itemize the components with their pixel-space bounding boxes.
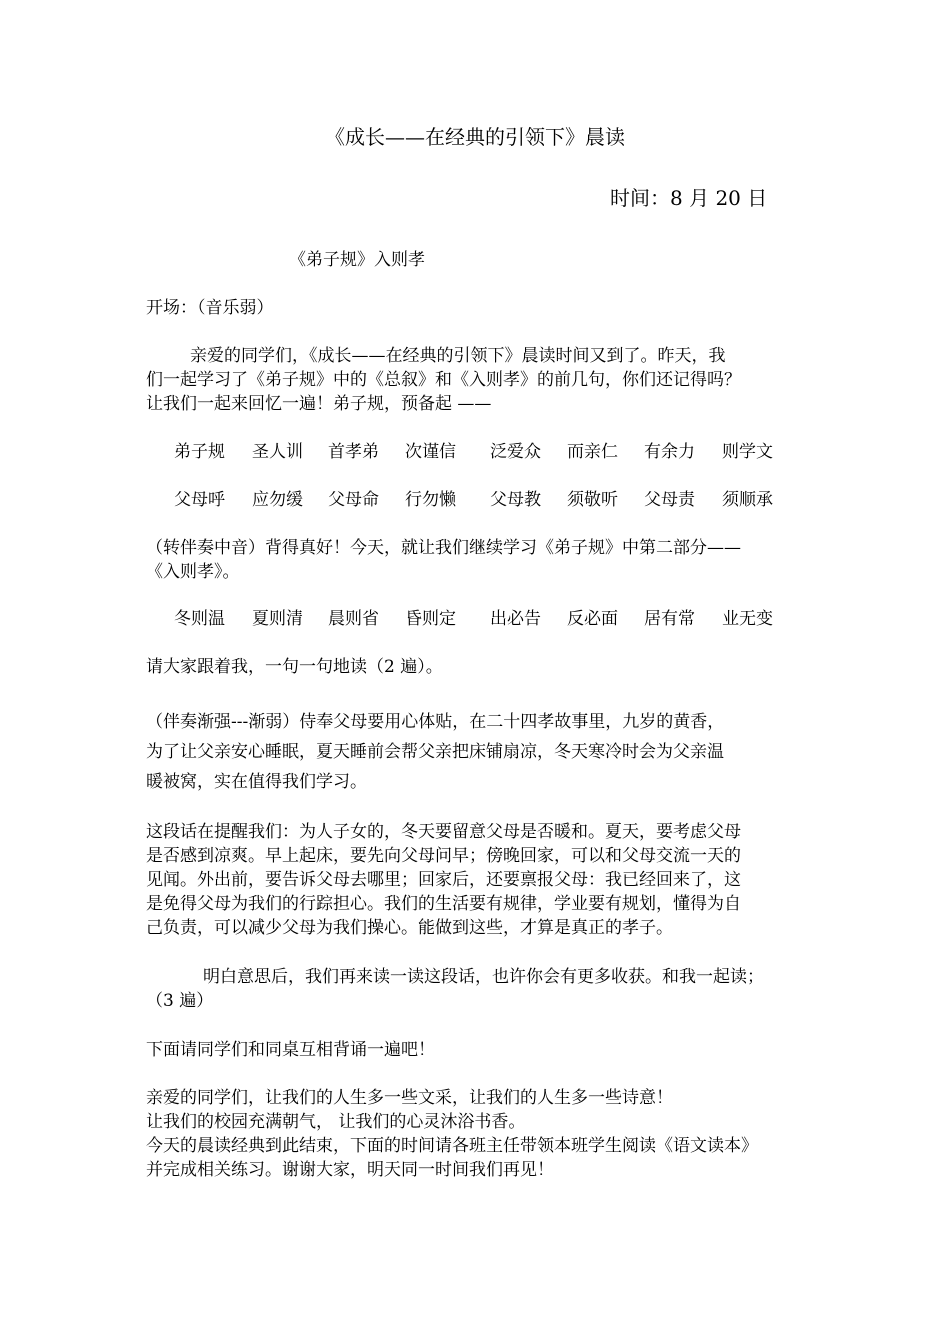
verse-phrase: 昏则定 (405, 609, 456, 629)
closing-line-4: 并完成相关练习。谢谢大家，明天同一时间我们再见！ (146, 1160, 554, 1180)
transition-line-2: 《入则孝》。 (146, 562, 240, 582)
verse-phrase: 晨则省 (328, 609, 379, 629)
verse-phrase: 圣人训 (252, 442, 303, 462)
verse-phrase: 首孝弟 (328, 442, 379, 462)
opening-cue: 开场：（音乐弱） (146, 298, 274, 318)
verse-phrase: 则学文 (722, 442, 773, 462)
explain-line-2: 是否感到凉爽。早上起床，要先向父母问早；傍晚回家，可以和父母交流一天的 (146, 846, 741, 866)
closing-line-3: 今天的晨读经典到此结束，下面的时间请各班主任带领本班学生阅读《语文读本》 (146, 1136, 758, 1156)
recite-instruction: 下面请同学们和同桌互相背诵一遍吧！ (146, 1040, 435, 1060)
verse-phrase: 居有常 (644, 609, 695, 629)
intro-line-3: 让我们一起来回忆一遍！弟子规，预备起 —— (146, 394, 492, 414)
story-line-1: （伴奏渐强---渐弱）侍奉父母要用心体贴，在二十四孝故事里，九岁的黄香， (146, 712, 725, 732)
verse-phrase: 父母责 (644, 490, 695, 510)
closing-line-1: 亲爱的同学们，让我们的人生多一些文采，让我们的人生多一些诗意！ (146, 1088, 673, 1108)
verse-phrase: 父母呼 (174, 490, 225, 510)
verse-phrase: 父母命 (328, 490, 379, 510)
explain-line-4: 是免得父母为我们的行踪担心。我们的生活要有规律，学业要有规划，懂得为自 (146, 894, 741, 914)
verse-phrase: 次谨信 (405, 442, 456, 462)
reread-line-2: （3 遍） (146, 991, 214, 1011)
verse-phrase: 父母教 (490, 490, 541, 510)
follow-instruction: 请大家跟着我，一句一句地读（2 遍）。 (146, 657, 443, 677)
verse-phrase: 出必告 (490, 609, 541, 629)
explain-line-1: 这段话在提醒我们：为人子女的，冬天要留意父母是否暖和。夏天，要考虑父母 (146, 822, 741, 842)
intro-line-2: 们一起学习了《弟子规》中的《总叙》和《入则孝》的前几句，你们还记得吗？ (146, 370, 741, 390)
verse-phrase: 行勿懒 (405, 490, 456, 510)
document-date: 时间：8 月 20 日 (610, 186, 768, 210)
verse-phrase: 应勿缓 (252, 490, 303, 510)
explain-line-3: 见闻。外出前，要告诉父母去哪里；回家后，还要禀报父母：我已经回来了，这 (146, 870, 741, 890)
reread-line-1: 明白意思后，我们再来读一读这段话，也许你会有更多收获。和我一起读； (203, 967, 764, 987)
verse-phrase: 反必面 (567, 609, 618, 629)
verse-phrase: 而亲仁 (567, 442, 618, 462)
verse-phrase: 业无变 (722, 609, 773, 629)
verse-phrase: 夏则清 (252, 609, 303, 629)
transition-line-1: （转伴奏中音）背得真好！今天，就让我们继续学习《弟子规》中第二部分—— (146, 538, 741, 558)
story-line-2: 为了让父亲安心睡眠，夏天睡前会帮父亲把床铺扇凉，冬天寒冷时会为父亲温 (146, 742, 724, 762)
intro-line-1: 亲爱的同学们，《成长——在经典的引领下》晨读时间又到了。昨天，我 (190, 346, 726, 366)
explain-line-5: 己负责，可以减少父母为我们操心。能做到这些，才算是真正的孝子。 (146, 918, 673, 938)
section-subtitle: 《弟子规》入则孝 (289, 250, 425, 270)
verse-phrase: 冬则温 (174, 609, 225, 629)
verse-phrase: 须敬听 (567, 490, 618, 510)
verse-phrase: 须顺承 (722, 490, 773, 510)
document-title: 《成长——在经典的引领下》晨读 (325, 125, 625, 149)
verse-phrase: 有余力 (644, 442, 695, 462)
closing-line-2: 让我们的校园充满朝气， 让我们的心灵沐浴书香。 (146, 1112, 526, 1132)
verse-phrase: 弟子规 (174, 442, 225, 462)
verse-phrase: 泛爱众 (490, 442, 541, 462)
story-line-3: 暖被窝，实在值得我们学习。 (146, 772, 367, 792)
